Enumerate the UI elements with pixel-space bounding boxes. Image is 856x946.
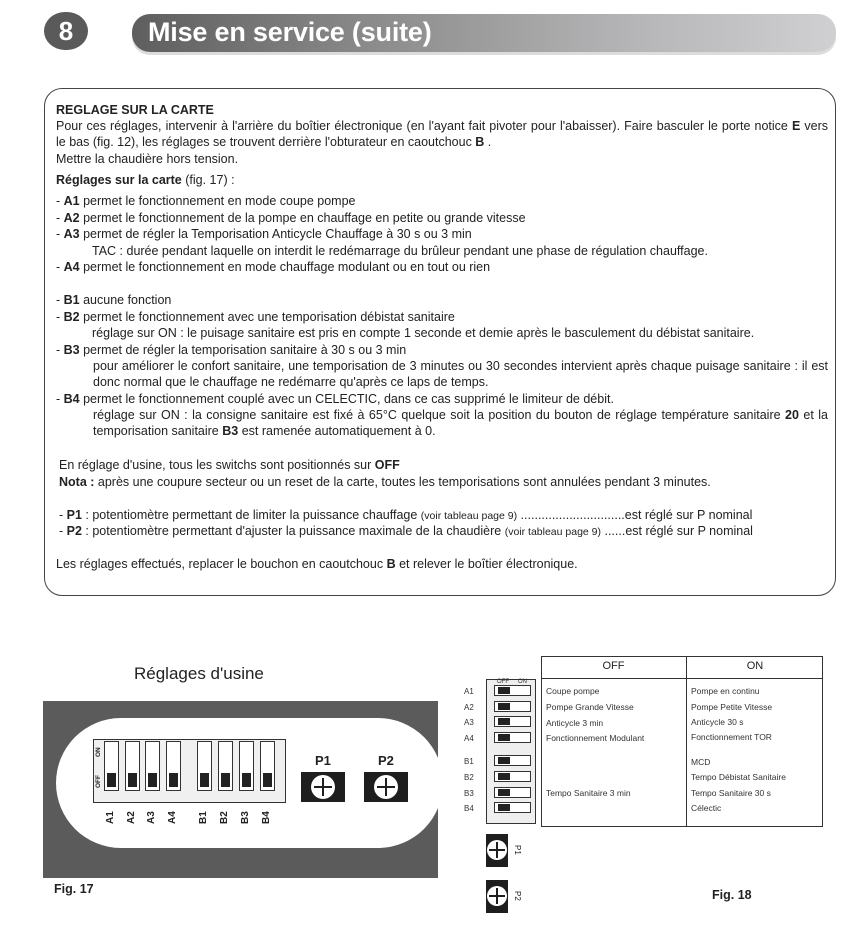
fig18-cell-off: Coupe pompe	[546, 686, 600, 696]
item-code: B1	[63, 293, 80, 307]
item-text: aucune fonction	[79, 293, 172, 307]
screw-icon	[311, 775, 335, 799]
nota-label: Nota :	[59, 475, 95, 489]
switch-knob	[148, 773, 157, 787]
b4-note-text-3: est ramenée automatiquement à 0.	[238, 424, 436, 439]
switch-knob	[128, 773, 137, 787]
fig18-cell-on: MCD	[691, 757, 711, 767]
fig18-p2-potentiometer[interactable]	[486, 880, 508, 913]
fig18-p2-label: P2	[513, 891, 522, 901]
fig18-switch-label: A4	[464, 734, 474, 743]
intro-paragraph	[56, 118, 828, 151]
item-code: A2	[63, 210, 80, 225]
item-b3-note: pour améliorer le confort sanitaire, une temporisation de 3 minutes ou 30 secondes intervient après chaque puisage sanitaire : il est donc normal que le chauffage ne redémarre qu'après ce laps de temps.	[93, 359, 828, 390]
fig17-switch-a2[interactable]	[125, 741, 140, 791]
switch-knob	[498, 734, 510, 741]
table-divider	[686, 656, 687, 827]
fig18-switch-label: A1	[464, 687, 474, 696]
item-a4: - A4 permet le fonctionnement en mode chauffage modulant ou en tout ou rien	[56, 260, 491, 274]
fig18-col-on: ON	[746, 660, 764, 672]
p2-ref: (voir tableau page 9)	[504, 526, 602, 538]
fig17-dip-switch-block	[93, 739, 286, 803]
fig18-on-label: ON	[518, 679, 527, 685]
intro-text-1: Pour ces réglages, intervenir à l'arrière du boîtier électronique (en l'ayant fait pivoter pour l'abaisser). Faire basculer le porte notice	[56, 119, 792, 133]
closing-text	[56, 556, 578, 572]
fig18-cell-on: Célectic	[691, 803, 722, 813]
item-code: B4	[63, 391, 80, 406]
fig17-switch-label: A2	[126, 811, 137, 824]
fig18-cell-on: Fonctionnement TOR	[691, 732, 772, 742]
p1-dots: ..............................	[517, 508, 625, 522]
fig18-p1-label: P1	[513, 845, 522, 855]
fig18-cell-on: Tempo Sanitaire 30 s	[691, 788, 771, 798]
fig18-switch-a4[interactable]	[494, 732, 531, 743]
item-code: A3	[63, 227, 80, 241]
fig17-p2-potentiometer[interactable]	[364, 772, 408, 802]
nota-text	[59, 474, 711, 490]
fig18-cell-on: Anticycle 30 s	[691, 717, 744, 727]
switch-knob	[169, 773, 178, 787]
item-a1: - A1 permet le fonctionnement en mode coupe pompe	[56, 194, 356, 208]
fig18-switch-a3[interactable]	[494, 716, 531, 727]
fig17-p2-label: P2	[378, 753, 394, 768]
fig18-cell-off: Pompe Grande Vitesse	[546, 702, 634, 712]
switch-knob	[498, 718, 510, 725]
fig17-switch-a3[interactable]	[145, 741, 160, 791]
switch-knob	[498, 687, 510, 694]
item-code: A1	[63, 194, 80, 208]
screw-icon	[487, 886, 507, 906]
fig17-switch-b3[interactable]	[239, 741, 254, 791]
fig17-on-label: ON	[95, 747, 102, 757]
fig17-switch-label: B2	[219, 811, 230, 824]
fig17-off-label: OFF	[95, 775, 102, 788]
section-number-badge: 8	[44, 12, 88, 50]
fig17-caption: Fig. 17	[54, 882, 94, 896]
fig17-switch-b4[interactable]	[260, 741, 275, 791]
item-text: permet de régler la Temporisation Anticycle Chauffage à 30 s ou 3 min	[79, 227, 472, 241]
item-text: permet le fonctionnement en mode coupe pompe	[79, 194, 356, 208]
fig18-switch-b3[interactable]	[494, 787, 531, 798]
item-text: permet le fonctionnement couplé avec un CELECTIC, dans ce cas supprimé le limiteur de débit.	[79, 391, 614, 406]
fig18-cell-off: Tempo Sanitaire 3 min	[546, 788, 631, 798]
screw-icon	[487, 840, 507, 860]
p2-dots: ......	[601, 524, 626, 538]
fig17-switch-label: B3	[240, 811, 251, 824]
b4-note-text-2: et la temporisation sanitaire	[93, 408, 829, 439]
p1-ref: (voir tableau page 9)	[420, 510, 518, 522]
switch-knob	[200, 773, 209, 787]
item-text: permet le fonctionnement en mode chauffage modulant ou en tout ou rien	[79, 260, 491, 274]
p2-text: : potentiomètre permettant d'ajuster la puissance maximale de la chaudière	[81, 524, 505, 538]
item-b4-note	[93, 407, 828, 440]
closing-text-2: et relever le boîtier électronique.	[395, 557, 578, 571]
switch-knob	[263, 773, 272, 787]
switch-knob	[498, 703, 510, 710]
factory-text: En réglage d'usine, tous les switchs sont positionnés sur	[59, 458, 375, 472]
fig18-col-off: OFF	[602, 660, 625, 672]
fig18-switch-a1[interactable]	[494, 685, 531, 696]
item-a3: - A3 permet de régler la Temporisation Anticycle Chauffage à 30 s ou 3 min	[56, 227, 472, 241]
power-off-text: Mettre la chaudière hors tension.	[56, 152, 239, 166]
nota-body: après une coupure secteur ou un reset de la carte, toutes les temporisations sont annulées pendant 3 minutes.	[94, 475, 711, 489]
closing-text-1: Les réglages effectués, replacer le bouchon en caoutchouc	[56, 557, 387, 571]
subheading	[56, 172, 235, 188]
fig17-switch-a4[interactable]	[166, 741, 181, 791]
item-code: B2	[63, 309, 80, 324]
item-b4: - B4 permet le fonctionnement couplé avec un CELECTIC, dans ce cas supprimé le limiteur de débit.	[56, 391, 614, 406]
b4-note-bold-b3: B3	[222, 424, 239, 439]
fig18-cell-off: Fonctionnement Modulant	[546, 733, 645, 743]
fig17-switch-label: B4	[261, 811, 272, 824]
fig18-cell-on: Pompe en continu	[691, 686, 760, 696]
intro-text-3: .	[484, 135, 492, 150]
item-a3-note: TAC : durée pendant laquelle on interdit le redémarrage du brûleur pendant une phase de régulation chauffage.	[92, 243, 708, 258]
fig18-switch-b1[interactable]	[494, 755, 531, 766]
b4-note-bold-20: 20	[785, 408, 799, 422]
fig17-switch-a1[interactable]	[104, 741, 119, 791]
item-code: B3	[63, 342, 80, 357]
table-divider	[541, 678, 823, 679]
item-text: permet de régler la temporisation sanitaire à 30 s ou 3 min	[79, 342, 407, 357]
item-text: permet le fonctionnement de la pompe en chauffage en petite ou grande vitesse	[79, 210, 526, 225]
subheading-bold: Réglages sur la carte	[56, 173, 182, 187]
b4-note-text-1: réglage sur ON : la consigne sanitaire est fixé à 65°C quelque soit la position du bouton de réglage température sanitaire	[93, 408, 786, 422]
fig18-switch-label: A3	[464, 718, 474, 727]
fig17-switch-label: A4	[167, 811, 178, 824]
intro-bold-b: B	[475, 135, 485, 150]
fig17-switch-label: B1	[198, 811, 209, 824]
switch-knob	[107, 773, 116, 787]
fig18-switch-label: A2	[464, 703, 474, 712]
fig18-switch-b2[interactable]	[494, 771, 531, 782]
p1-label: P1	[66, 508, 82, 522]
switch-knob	[498, 804, 510, 811]
fig18-switch-label: B1	[464, 757, 474, 766]
fig18-p1-potentiometer[interactable]	[486, 834, 508, 867]
fig18-switch-label: B4	[464, 804, 474, 813]
fig17-p1-potentiometer[interactable]	[301, 772, 345, 802]
closing-bold: B	[386, 557, 396, 571]
switch-knob	[221, 773, 230, 787]
fig18-cell-on: Tempo Débistat Sanitaire	[691, 772, 786, 782]
item-b1: - B1 aucune fonction	[56, 293, 172, 307]
p2-label: P2	[66, 524, 82, 538]
p1-text: : potentiomètre permettant de limiter la puissance chauffage	[81, 508, 421, 522]
p2-value: est réglé sur P nominal	[625, 524, 753, 538]
fig18-off-label: OFF	[497, 679, 509, 685]
item-code: A4	[63, 260, 80, 274]
switch-knob	[498, 773, 510, 780]
fig18-switch-label: B2	[464, 773, 474, 782]
item-b3: - B3 permet de régler la temporisation sanitaire à 30 s ou 3 min	[56, 342, 407, 357]
factory-setting-text	[59, 457, 400, 473]
p1-line: - P1 : potentiomètre permettant de limiter la puissance chauffage (voir tableau page 9) ..............................est réglé sur P nominal	[59, 508, 753, 522]
item-text: permet le fonctionnement avec une temporisation débistat sanitaire	[79, 309, 455, 324]
fig18-switch-label: B3	[464, 789, 474, 798]
screw-icon	[374, 775, 398, 799]
switch-knob	[498, 757, 510, 764]
fig18-caption: Fig. 18	[712, 888, 752, 902]
factory-bold: OFF	[374, 458, 400, 472]
fig17-p1-label: P1	[315, 753, 331, 768]
fig18-switch-a2[interactable]	[494, 701, 531, 712]
fig17-switch-label: A3	[146, 811, 157, 824]
switch-knob	[498, 789, 510, 796]
fig18-cell-off: Anticycle 3 min	[546, 718, 604, 728]
fig17-title: Réglages d'usine	[134, 664, 264, 683]
box-heading: REGLAGE SUR LA CARTE	[56, 103, 214, 117]
fig17-switch-b2[interactable]	[218, 741, 233, 791]
switch-knob	[242, 773, 251, 787]
item-b2: - B2 permet le fonctionnement avec une temporisation débistat sanitaire	[56, 309, 455, 324]
fig17-switch-label: A1	[105, 811, 116, 824]
fig18-cell-on: Pompe Petite Vitesse	[691, 702, 773, 712]
subheading-rest: (fig. 17) :	[181, 173, 235, 187]
intro-bold-e: E	[791, 119, 801, 133]
p2-line: - P2 : potentiomètre permettant d'ajuster la puissance maximale de la chaudière (voir tableau page 9) ......est réglé sur P nominal	[59, 524, 753, 538]
item-b2-note: réglage sur ON : le puisage sanitaire est pris en compte 1 seconde et demie après le basculement du débistat sanitaire.	[92, 326, 755, 340]
section-title: Mise en service (suite)	[148, 17, 432, 47]
item-a2: - A2 permet le fonctionnement de la pompe en chauffage en petite ou grande vitesse	[56, 210, 526, 225]
p1-value: est réglé sur P nominal	[624, 508, 753, 522]
fig18-switch-b4[interactable]	[494, 802, 531, 813]
fig17-switch-b1[interactable]	[197, 741, 212, 791]
intro-text-2: vers le bas (fig. 12), les réglages se trouvent derrière l'obturateur en caoutchouc	[56, 119, 829, 150]
